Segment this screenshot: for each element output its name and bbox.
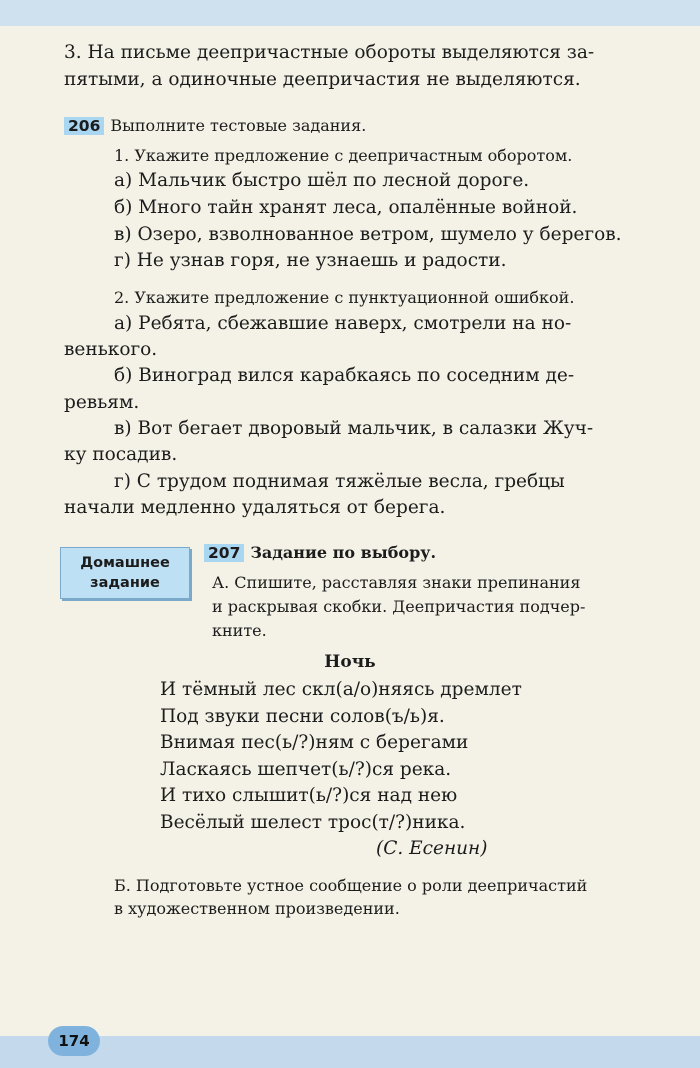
exercise-title: Выполните тестовые задания. bbox=[110, 116, 367, 135]
task-a-line-3: кните. bbox=[212, 621, 267, 640]
poem-line-2: Под звуки песни солов(ъ/ь)я. bbox=[160, 706, 445, 727]
q1-option-c: в) Озеро, взволнованное ветром, шумело у берегов. bbox=[114, 224, 622, 245]
q2-option-a-line-2: венького. bbox=[64, 339, 158, 360]
poem-title: Ночь bbox=[324, 652, 376, 672]
question-2: 2. Укажите предложение с пунктуационной ошибкой. bbox=[114, 288, 575, 307]
intro-line-1: 3. На письме деепричастные обороты выделяются за- bbox=[64, 42, 595, 63]
task-b-line-2: в художественном произведении. bbox=[114, 899, 400, 918]
q2-option-a-line-1: а) Ребята, сбежавшие наверх, смотрели на но- bbox=[114, 313, 572, 334]
q2-option-d-line-1: г) С трудом поднимая тяжёлые весла, гребцы bbox=[114, 471, 565, 492]
poem-line-5: И тихо слышит(ь/?)ся над нею bbox=[160, 785, 458, 806]
homework-badge bbox=[60, 547, 190, 599]
poem-author: (С. Есенин) bbox=[376, 838, 488, 859]
q2-option-d-line-2: начали медленно удаляться от берега. bbox=[64, 497, 446, 518]
q2-option-c-line-2: ку посадив. bbox=[64, 444, 178, 465]
q2-option-b-line-1: б) Виноград вился карабкаясь по соседним де- bbox=[114, 365, 575, 386]
q2-option-c-line-1: в) Вот бегает дворовый мальчик, в салазки Жуч- bbox=[114, 418, 594, 439]
exercise-title: Задание по выбору. bbox=[250, 543, 437, 562]
q1-option-d: г) Не узнав горя, не узнаешь и радости. bbox=[114, 250, 507, 271]
homework-line-2: задание bbox=[90, 575, 160, 591]
intro-line-2: пятыми, а одиночные деепричастия не выделяются. bbox=[64, 69, 581, 90]
bottom-band bbox=[0, 1036, 700, 1068]
task-a-line-1: А. Спишите, расставляя знаки препинания bbox=[212, 573, 581, 592]
homework-line-1: Домашнее bbox=[80, 555, 170, 571]
question-1: 1. Укажите предложение с деепричастным оборотом. bbox=[114, 146, 573, 165]
poem-line-1: И тёмный лес скл(а/о)няясь дремлет bbox=[160, 679, 522, 700]
poem-line-4: Ласкаясь шепчет(ь/?)ся река. bbox=[160, 759, 452, 780]
task-b-line-1: Б. Подготовьте устное сообщение о роли деепричастий bbox=[114, 876, 588, 895]
exercise-207-header bbox=[204, 543, 436, 562]
q1-option-a: а) Мальчик быстро шёл по лесной дороге. bbox=[114, 170, 530, 191]
exercise-number: 207 bbox=[204, 544, 244, 562]
q1-option-b: б) Много тайн хранят леса, опалённые войной. bbox=[114, 197, 578, 218]
poem-line-3: Внимая пес(ь/?)ням с берегами bbox=[160, 732, 469, 753]
task-a-line-2: и раскрывая скобки. Деепричастия подчер- bbox=[212, 597, 586, 616]
top-band bbox=[0, 0, 700, 26]
page-number: 174 bbox=[48, 1026, 100, 1056]
poem-line-6: Весёлый шелест трос(т/?)ника. bbox=[160, 812, 466, 833]
q2-option-b-line-2: ревьям. bbox=[64, 392, 140, 413]
exercise-206-header bbox=[64, 116, 366, 135]
exercise-number: 206 bbox=[64, 117, 104, 135]
